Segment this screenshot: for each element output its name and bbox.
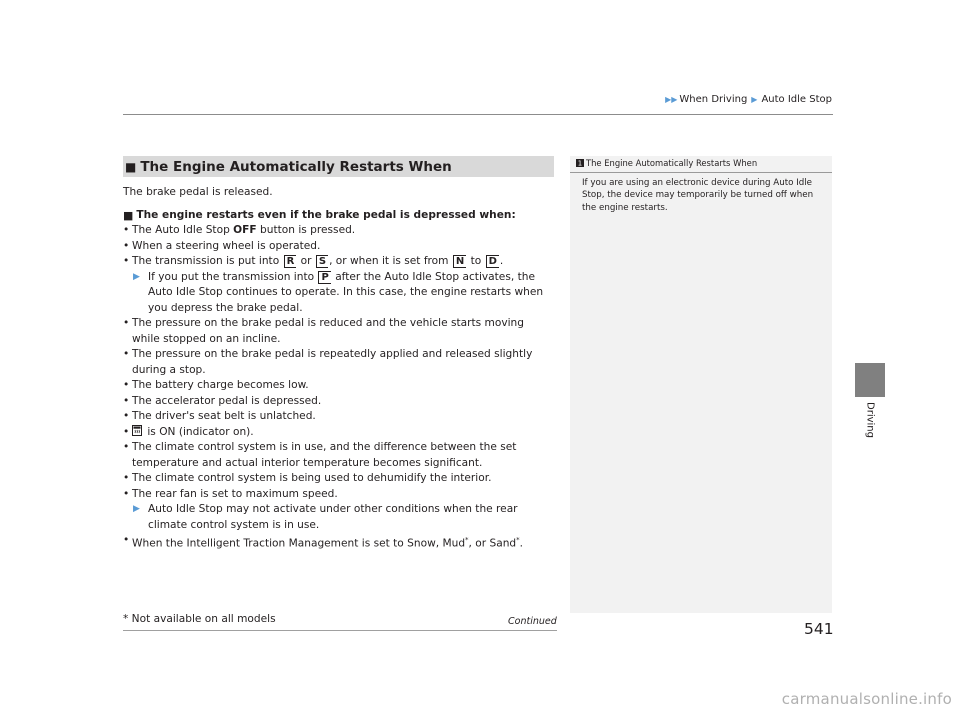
square-bullet-icon: ■ <box>123 208 134 222</box>
gear-r-key: R <box>284 255 297 268</box>
side-note-panel <box>570 156 832 613</box>
list-item: • The pressure on the brake pedal is repeatedly applied and released slightly during a stop. <box>123 347 554 378</box>
breadcrumb-item-when-driving[interactable]: When Driving <box>679 94 748 105</box>
list-item: • The climate control system is being used to dehumidify the interior. <box>123 471 554 487</box>
reference-icon <box>576 159 584 167</box>
list-item: • The pressure on the brake pedal is reduced and the vehicle starts moving while stopped on an incline. <box>123 316 554 347</box>
svg-text:1: 1 <box>577 159 583 167</box>
footnote-marker: * <box>465 536 469 544</box>
list-item: • The accelerator pedal is depressed. <box>123 394 554 410</box>
gear-d-key: D <box>486 255 499 268</box>
square-bullet-icon: ■ <box>125 159 137 174</box>
continued-label: Continued <box>508 616 557 627</box>
list-item: • When a steering wheel is operated. <box>123 239 554 255</box>
front-defroster-icon <box>132 425 142 436</box>
footnote-marker: * <box>516 536 520 544</box>
intro-paragraph: The brake pedal is released. <box>123 186 273 198</box>
watermark: carmanualsonline.info <box>781 690 952 708</box>
off-button-label: OFF <box>233 224 257 236</box>
arrow-icon: ▶ <box>133 271 140 282</box>
subheading <box>123 208 554 224</box>
footnote: * Not available on all models <box>123 613 276 625</box>
breadcrumb-item-auto-idle-stop[interactable]: Auto Idle Stop <box>761 94 832 105</box>
gear-n-key: N <box>453 255 466 268</box>
side-note-title: The Engine Automatically Restarts When <box>586 158 758 168</box>
note-rear-climate: ▶ Auto Idle Stop may not activate under other conditions when the rear climate control system is in use. <box>133 503 518 531</box>
arrow-icon: ▶ <box>751 95 758 104</box>
note-park: ▶ If you put the transmission into P after the Auto Idle Stop activates, the Auto Idle Stop continues to operate. In this case, the engine restarts when you depress the brake pedal. <box>133 270 544 314</box>
side-note-text: If you are using an electronic device during Auto Idle Stop, the device may temporarily be turned off when the engine restarts. <box>582 178 814 213</box>
page-number: 541 <box>804 620 834 638</box>
gear-p-key: P <box>318 271 330 284</box>
main-content <box>123 156 554 552</box>
footer-divider <box>123 630 557 631</box>
list-item: • When the Intelligent Traction Management is set to Snow, Mud*, or Sand*. <box>123 533 554 552</box>
list-item: • is ON (indicator on). <box>123 425 554 441</box>
header-divider <box>123 114 833 115</box>
list-item: • The Auto Idle Stop OFF button is pressed. <box>123 223 554 239</box>
section-title: The Engine Automatically Restarts When <box>140 158 452 175</box>
side-note-heading <box>570 156 832 168</box>
list-item: • The rear fan is set to maximum speed. <box>123 487 554 503</box>
section-heading <box>123 156 554 177</box>
list-item: • The climate control system is in use, and the difference between the set temperature and actual interior temperature becomes significant. <box>123 440 554 471</box>
breadcrumb <box>665 94 832 105</box>
list-item: • The transmission is put into R or S , or when it is set from N to D . <box>123 254 554 270</box>
condition-list-cont <box>123 316 554 502</box>
double-arrow-icon: ▶▶ <box>665 95 678 104</box>
gear-s-key: S <box>316 255 328 268</box>
condition-list <box>123 223 554 270</box>
list-item: • The driver's seat belt is unlatched. <box>123 409 554 425</box>
arrow-icon: ▶ <box>133 504 140 514</box>
condition-list-end <box>123 533 554 552</box>
list-item: • The battery charge becomes low. <box>123 378 554 394</box>
subheading-text: The engine restarts even if the brake pedal is depressed when: <box>136 208 516 221</box>
chapter-tab-marker[interactable] <box>855 363 885 397</box>
chapter-tab-label[interactable]: Driving <box>864 402 876 438</box>
